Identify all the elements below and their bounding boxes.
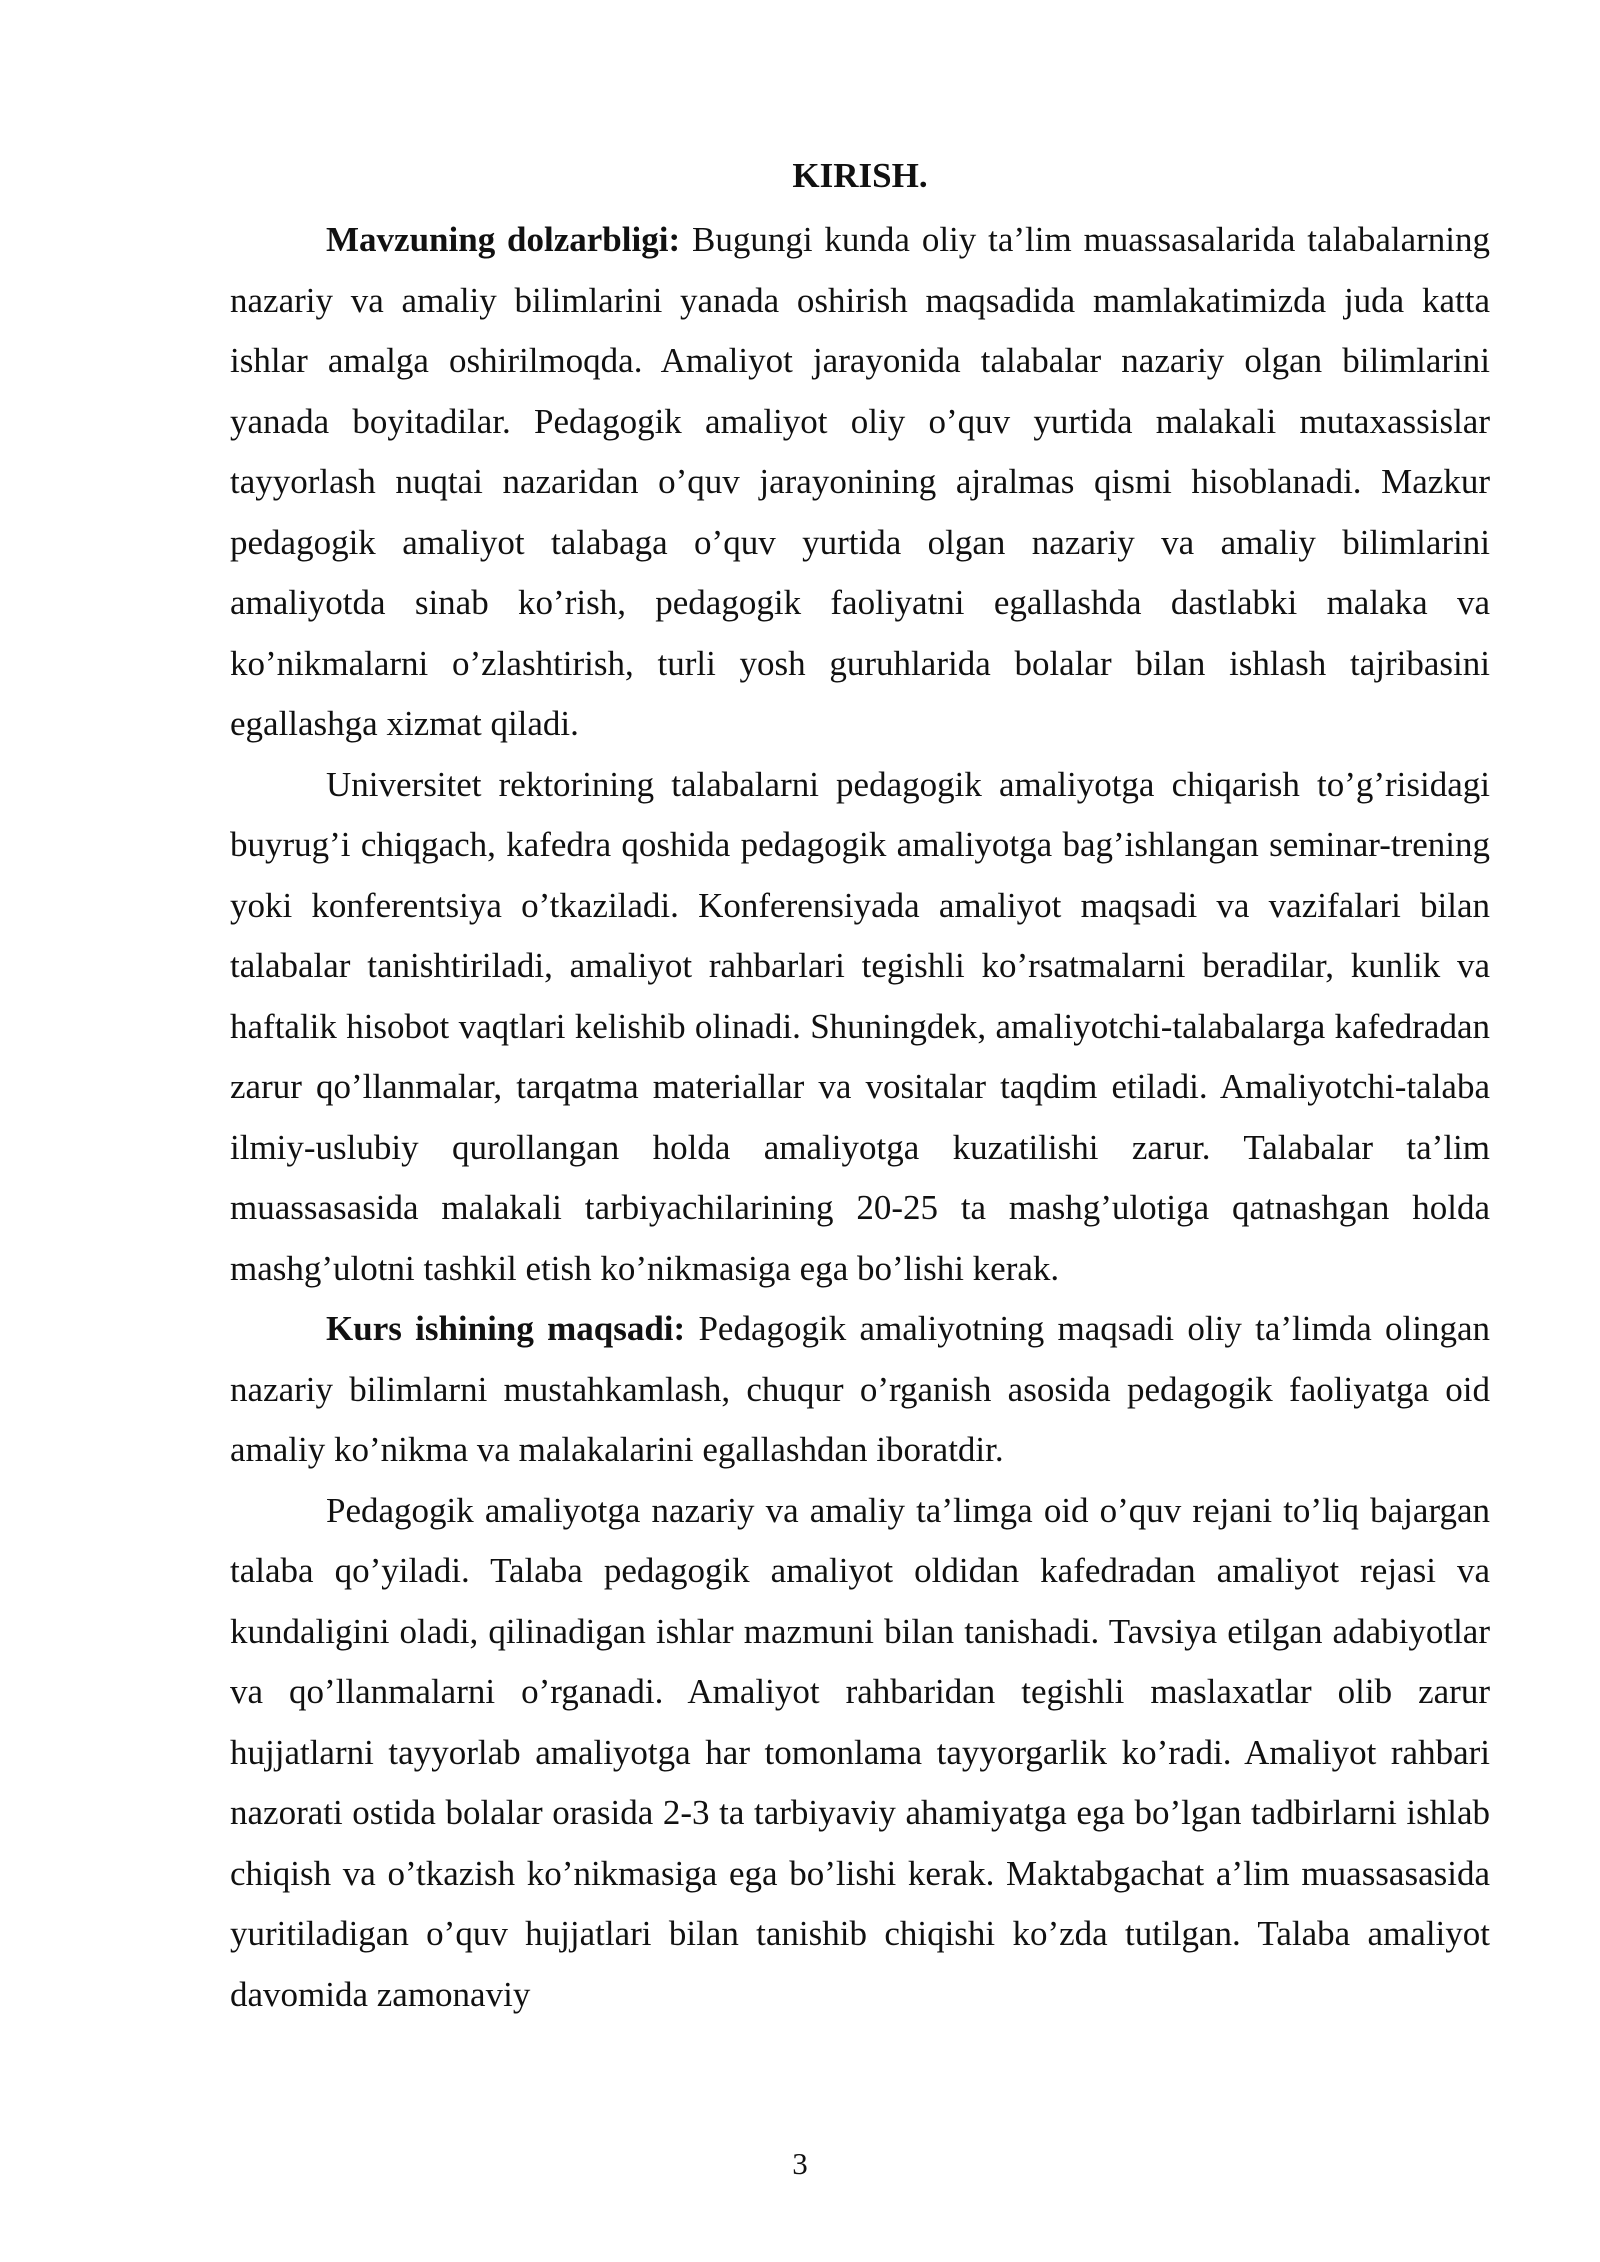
page-number: 3 (792, 2146, 808, 2181)
paragraph-rector-order (230, 755, 1490, 1300)
paragraph-text: Pedagogik amaliyotga nazariy va amaliy ta’limga oid o’quv rejani to’liq bajargan talaba qo’yiladi. Talaba pedagogik amaliyot oldidan kafedradan amaliyot rejasi va kundaligini oladi, qilinadigan ishlar mazmuni bilan tanishadi. Tavsiya etilgan adabiyotlar va qo’llanmalarni o’rganadi. Amaliyot rahbaridan tegishli maslaxatlar olib zarur hujjatlarni tayyorlab amaliyotga har tomonlama tayyorgarlik ko’radi. Amaliyot rahbari nazorati ostida bolalar orasida 2-3 ta tarbiyaviy ahamiyatga ega bo’lgan tadbirlarni ishlab chiqish va o’tkazish ko’nikmasiga ega bo’lishi kerak. Maktabgachat a’lim muassasasida yuritiladigan o’quv hujjatlari bilan tanishib chiqishi ko’zda tutilgan. Talaba amaliyot davomida zamonaviy (230, 1490, 1490, 2014)
paragraph-text: Pedagogik amaliyotning maqsadi oliy ta’limda olingan nazariy bilimlarni mustahkamlash, chuqur o’rganish asosida pedagogik faoliyatga oid amaliy ko’nikma va malakalarini egallashdan iboratdir. (230, 1309, 1491, 1469)
paragraph-lead: Mavzuning dolzarbligi: (326, 220, 681, 259)
paragraph-text: Bugungi kunda oliy ta’lim muassasalarida talabalarning nazariy va amaliy bilimlarini yanada oshirish maqsadida mamlakatimizda juda katta ishlar amalga oshirilmoqda. Amaliyot jarayonida talabalar nazariy olgan bilimlarini yanada boyitadilar. Pedagogik amaliyot oliy o’quv yurtida malakali mutaxassislar tayyorlash nuqtai nazaridan o’quv jarayonining ajralmas qismi hisoblanadi. Mazkur pedagogik amaliyot talabaga o’quv yurtida olgan nazariy va amaliy bilimlarini amaliyotda sinab ko’rish, pedagogik faoliyatni egallashda dastlabki malaka va ko’nikmalarni o’zlashtirish, turli yosh guruhlarida bolalar bilan ishlash tajribasini egallashga xizmat qiladi. (230, 220, 1490, 743)
paragraph-relevance (230, 210, 1490, 755)
paragraph-text: Universitet rektorining talabalarni pedagogik amaliyotga chiqarish to’g’risidagi buyrug’i chiqgach, kafedra qoshida pedagogik amaliyotga bag’ishlangan seminar-trening yoki konferentsiya o’tkaziladi. Konferensiyada amaliyot maqsadi va vazifalari bilan talabalar tanishtiriladi, amaliyot rahbarlari tegishli ko’rsatmalarni beradilar, kunlik va haftalik hisobot vaqtlari kelishib olinadi. Shuningdek, amaliyotchi-talabalarga kafedradan zarur qo’llanmalar, tarqatma materiallar va vositalar taqdim etiladi. Amaliyotchi-talaba ilmiy-uslubiy qurollangan holda amaliyotga kuzatilishi zarur. Talabalar ta’lim muassasasida malakali tarbiyachilarining 20-25 ta mashg’ulotiga qatnashgan holda mashg’ulotni tashkil etish ko’nikmasiga ega bo’lishi kerak. (230, 764, 1490, 1288)
page-content (230, 150, 1490, 2025)
paragraph-course-goal (230, 1299, 1490, 1481)
paragraph-practice-requirements (230, 1481, 1490, 2026)
paragraph-lead: Kurs ishining maqsadi: (326, 1309, 686, 1348)
page-title: KIRISH. (792, 156, 928, 195)
